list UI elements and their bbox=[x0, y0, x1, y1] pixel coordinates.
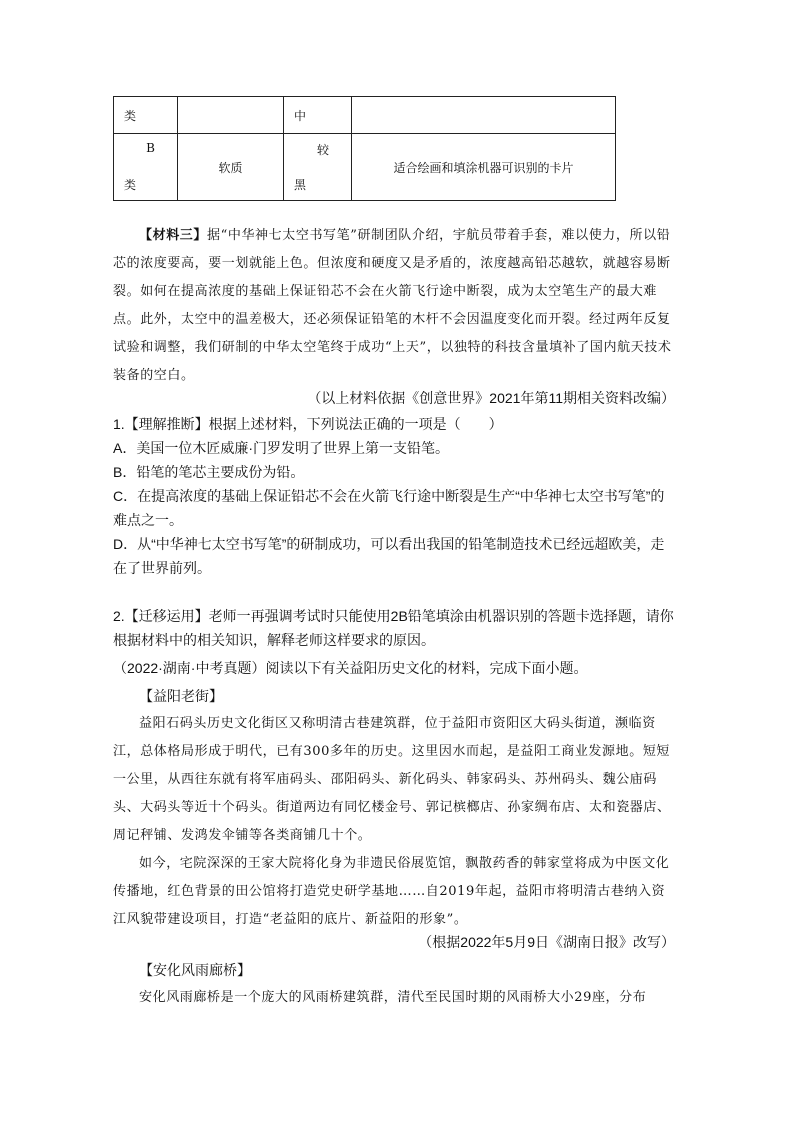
option-b[interactable]: B．铅笔的笔芯主要成份为铅。 bbox=[113, 464, 305, 480]
table-cell: 软质 bbox=[178, 134, 284, 201]
question-1 bbox=[113, 412, 675, 580]
question-2-stem: 2.【迁移运用】老师一再强调考试时只能使用2B铅笔填涂由机器识别的答题卡选择题，请你根据材料中的相关知识，解释老师这样要求的原因。 bbox=[113, 608, 674, 648]
table-cell: 类 bbox=[114, 97, 178, 134]
material3-text: 据“中华神七太空书写笔”研制团队介绍，宇航员带着手套，难以使力，所以铅芯的浓度要高，要一划就能上色。但浓度和硬度又是矛盾的，浓度越高铅芯越软，就越容易断裂。如何在提高浓度的基础上保证铅芯不会在火箭飞行途中断裂，成为太空笔生产的最大难点。此外，太空中的温差极大，还必须保证铅笔的木杆不会因温度变化而开裂。经过两年反复试验和调整，我们研制的中华太空笔终于成功“上天”，以独特的科技含量填补了国内航天技术装备的空白。 bbox=[113, 228, 672, 383]
material3-paragraph bbox=[113, 222, 675, 390]
table-cell-top: B bbox=[146, 141, 155, 155]
table-cell bbox=[284, 134, 352, 201]
table-cell: 适合绘画和填涂机器可识别的卡片 bbox=[352, 134, 616, 201]
yiyang-source: （根据2022年5月9日《湖南日报》改写） bbox=[418, 934, 675, 950]
question-2 bbox=[113, 604, 675, 652]
section-title-yiyang: 【益阳老街】 bbox=[139, 688, 223, 704]
table-cell bbox=[352, 97, 616, 134]
option-d[interactable]: D．从“中华神七太空书写笔”的研制成功，可以看出我国的铅笔制造技术已经远超欧美，走在了世界前列。 bbox=[113, 536, 665, 576]
question-1-stem: 1.【理解推断】根据上述材料，下列说法正确的一项是（ ） bbox=[113, 416, 503, 432]
reading-intro: （2022·湖南·中考真题）阅读以下有关益阳历史文化的材料，完成下面小题。 bbox=[113, 660, 588, 676]
option-c[interactable]: C．在提高浓度的基础上保证铅芯不会在火箭飞行途中断裂是生产“中华神七太空书写笔”的难点之一。 bbox=[113, 488, 665, 528]
section-title-anhua: 【安化风雨廊桥】 bbox=[139, 962, 251, 978]
table-cell-top: 较 bbox=[316, 143, 329, 157]
yiyang-paragraph-1: 益阳石码头历史文化街区又称明清古巷建筑群，位于益阳市资阳区大码头街道，濒临资江，总体格局形成于明代，已有300多年的历史。这里因水而起，是益阳工商业发源地。短短一公里，从西往东就有将军庙码头、邵阳码头、新化码头、韩家码头、苏州码头、魏公庙码头、大码头等近十个码头。街道两边有同忆楼金号、郭记槟榔店、孙家绸布店、太和瓷器店、周记秤铺、发鸿发伞铺等各类商铺几十个。 bbox=[113, 716, 671, 843]
table-row bbox=[114, 134, 616, 201]
material3-source: （以上材料依据《创意世界》2021年第11期相关资料改编） bbox=[307, 390, 675, 406]
option-a[interactable]: A．美国一位木匠威廉·门罗发明了世界上第一支铅笔。 bbox=[113, 440, 449, 456]
material3-label: 【材料三】 bbox=[139, 228, 208, 243]
table-cell: 中 bbox=[284, 97, 352, 134]
anhua-paragraph-1: 安化风雨廊桥是一个庞大的风雨桥建筑群，清代至民国时期的风雨桥大小29座，分布 bbox=[139, 990, 647, 1005]
table-cell-bottom: 黑 bbox=[294, 178, 307, 192]
table-cell bbox=[114, 134, 178, 201]
yiyang-paragraph-2: 如今，宅院深深的王家大院将化身为非遗民俗展览馆，飘散药香的韩家堂将成为中医文化传播地，红色背景的田公馆将打造党史研学基地……自2019年起，益阳市将明清古巷纳入资江风貌带建设项目，打造“老益阳的底片、新益阳的形象”。 bbox=[113, 856, 670, 927]
table-cell-bottom: 类 bbox=[124, 178, 137, 192]
table-cell bbox=[178, 97, 284, 134]
pencil-grade-table bbox=[113, 96, 616, 201]
table-row bbox=[114, 97, 616, 134]
